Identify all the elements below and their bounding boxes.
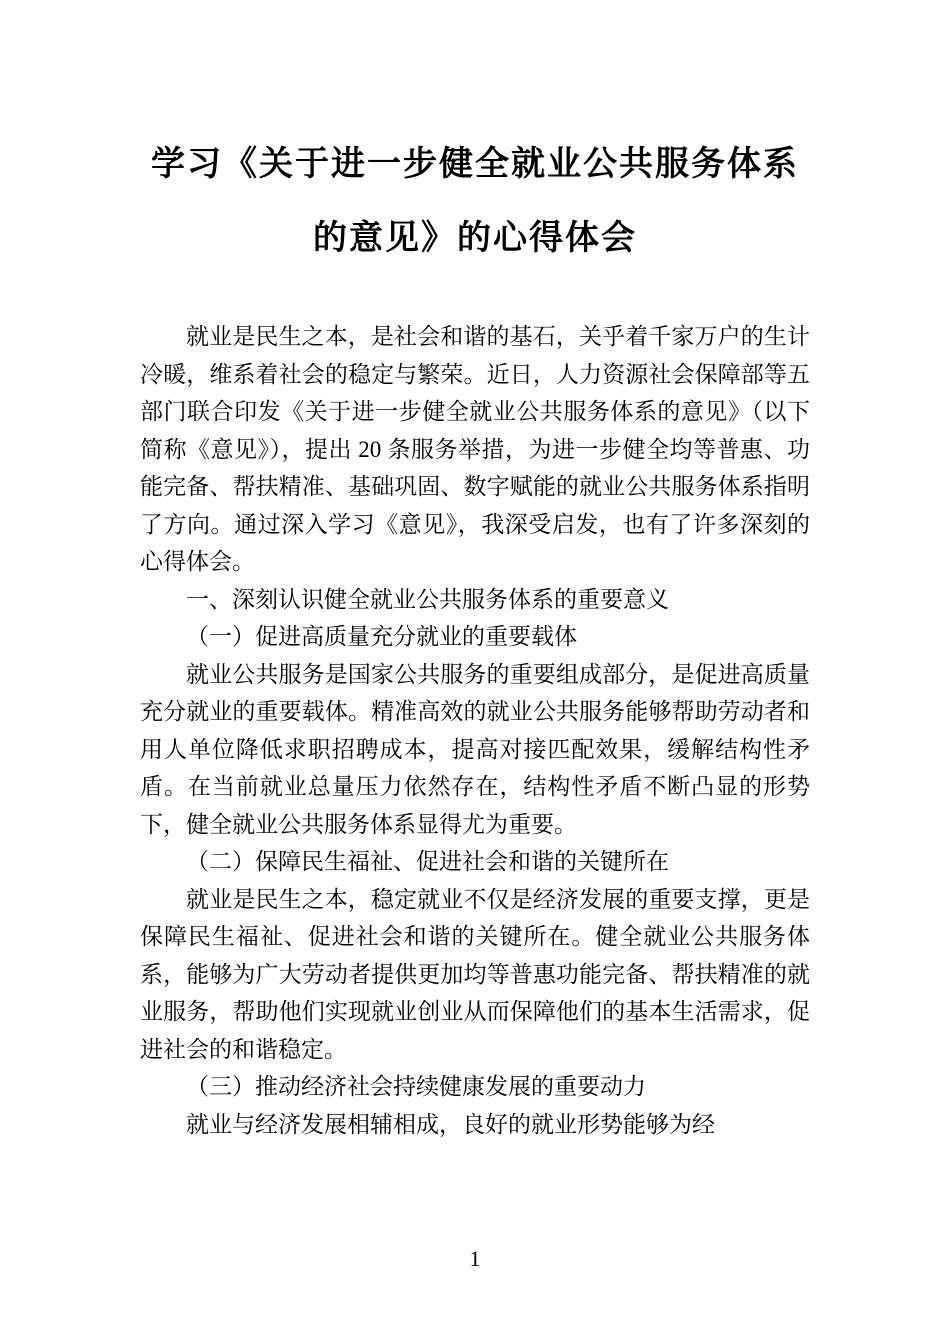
title-line-1: 学习《关于进一步健全就业公共服务体系 [151, 146, 799, 183]
document-body [140, 318, 810, 1143]
subsection-heading-1-3: （三）推动经济社会持续健康发展的重要动力 [186, 1074, 646, 1099]
subsection-heading-1-1: （一）促进高质量充分就业的重要载体 [186, 624, 577, 649]
subsection-heading-1-2: （二）保障民生福祉、促进社会和谐的关键所在 [186, 849, 669, 874]
page-footer [0, 1246, 950, 1272]
paragraph-1-2: 就业是民生之本，稳定就业不仅是经济发展的重要支撑，更是保障民生福祉、促进社会和谐的关键所在。健全就业公共服务体系，能够为广大劳动者提供更加均等普惠功能完备、帮扶精准的就业服务，帮助他们实现就业创业从而保障他们的基本生活需求，促进社会的和谐稳定。 [140, 886, 810, 1062]
title-line-2: 的意见》的心得体会 [313, 220, 637, 257]
document-title [140, 128, 810, 276]
paragraph-1-3: 就业与经济发展相辅相成，良好的就业形势能够为经 [186, 1111, 715, 1137]
section-heading-1: 一、深刻认识健全就业公共服务体系的重要意义 [186, 586, 669, 612]
paragraph-1-1: 就业公共服务是国家公共服务的重要组成部分，是促进高质量充分就业的重要载体。精准高效的就业公共服务能够帮助劳动者和用人单位降低求职招聘成本，提高对接匹配效果，缓解结构性矛盾。在当前就业总量压力依然存在，结构性矛盾不断凸显的形势下，健全就业公共服务体系显得尤为重要。 [140, 661, 810, 837]
page-number: 1 [469, 1246, 481, 1271]
paragraph-intro: 就业是民生之本，是社会和谐的基石，关乎着千家万户的生计冷暖，维系着社会的稳定与繁荣。近日，人力资源社会保障部等五部门联合印发《关于进一步健全就业公共服务体系的意见》（以下简称《意见》），提出 20 条服务举措，为进一步健全均等普惠、功能完备、帮扶精准、基础巩固、数字赋能的就业公共服务体系指明了方向。通过深入学习《意见》，我深受启发，也有了许多深刻的心得体会。 [140, 324, 810, 574]
